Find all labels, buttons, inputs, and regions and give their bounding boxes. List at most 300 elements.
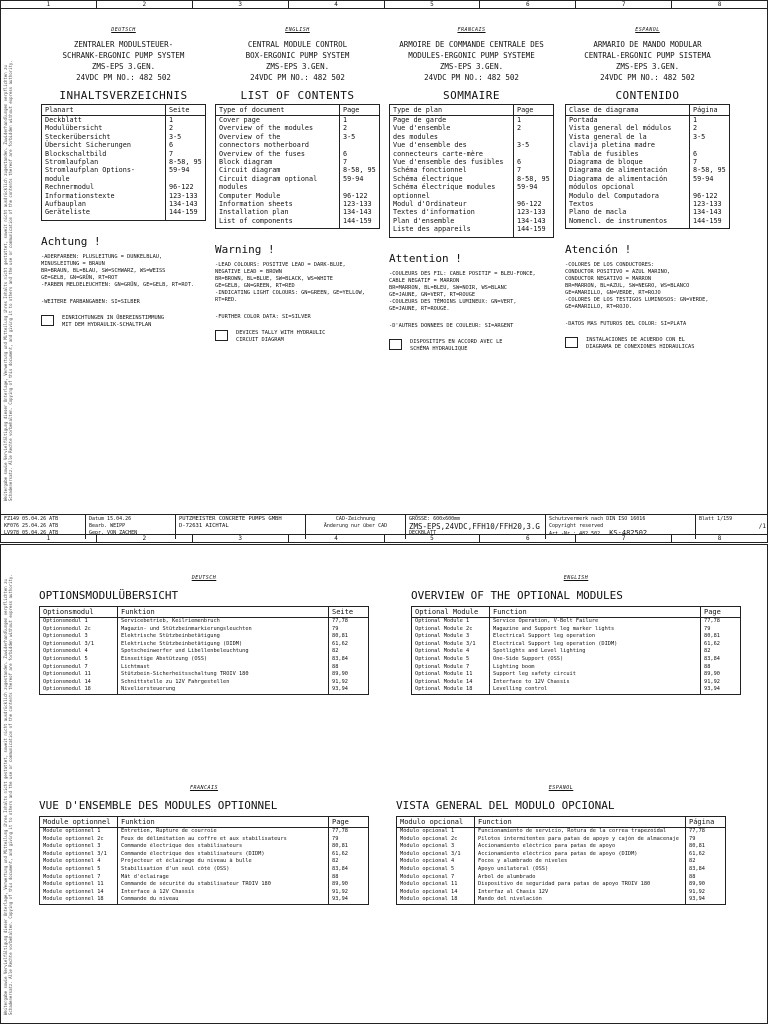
option-module: Módulo opcional 5: [397, 866, 475, 874]
warning-line: -COULEURS DES FIL: CABLE POSITIF = BLEU-FONCE,: [389, 270, 536, 277]
options-title: VISTA GENERAL DEL MODULO OPCIONAL: [396, 799, 615, 812]
toc-doc-type: Geräteliste: [42, 208, 166, 220]
toc-page: [166, 175, 206, 183]
option-module: Optionsmodul 14: [40, 679, 118, 687]
option-function: Lichtmast: [118, 664, 329, 672]
toc-doc-type: Schéma électrique modules: [390, 183, 514, 191]
option-page: 91,92: [701, 679, 741, 687]
option-function: Pilotos intermitentes para patas de apoyo y cajón de almacenaje: [475, 836, 686, 844]
toc-row: [42, 166, 206, 174]
toc-table: [215, 104, 380, 229]
toc-page: 8-58, 95: [340, 166, 380, 174]
option-function: Projecteur et éclairage du niveau à bulle: [118, 858, 329, 866]
option-module: Optional Module 7: [412, 664, 490, 672]
ruler-col-5: 5: [385, 535, 481, 542]
toc-doc-type: Schéma électrique: [390, 175, 514, 183]
document-title: ZMS-EPS,24VDC,FFH10/FFH20,3.G: [409, 522, 540, 531]
warning-title: Warning !: [215, 243, 275, 257]
option-row: [397, 866, 726, 874]
option-module: Optionsmodul 2c: [40, 626, 118, 634]
warning-line: GE=JAUNE, RT=ROUGE.: [389, 305, 450, 312]
sheet-name: DECKBLATT: [409, 530, 437, 536]
toc-page: 1: [340, 116, 380, 125]
options-header-page: Seite: [329, 607, 369, 618]
warning-text: [565, 262, 730, 311]
warning-line: MINUSLEITUNG = BRAUN: [41, 260, 105, 267]
options-title: OVERVIEW OF THE OPTIONAL MODULES: [411, 589, 623, 602]
option-page: 91,92: [329, 889, 369, 897]
warning-line: NEGATIVE LEAD = BROWN: [215, 269, 282, 276]
options-title: VUE D'ENSEMBLE DES MODULES OPTIONNEL: [39, 799, 278, 812]
toc-doc-type: Information sheets: [216, 200, 340, 208]
toc-row: [390, 141, 554, 149]
toc-row: [216, 175, 380, 183]
option-page: 79: [701, 626, 741, 634]
toc-page: 59-94: [690, 175, 730, 183]
toc-title: SOMMAIRE: [443, 89, 500, 102]
agreement-text: DISPOSITIFS EN ACCORD AVEC LE SCHÉMA HYDRAULIQUE: [410, 338, 503, 352]
toc-row: [216, 200, 380, 208]
option-module: Optionsmodul 3: [40, 633, 118, 641]
toc-doc-type: connectors motherboard: [216, 141, 340, 149]
toc-page: 134-143: [514, 217, 554, 225]
toc-page: 59-94: [340, 175, 380, 183]
warning-text: [41, 254, 206, 289]
options-table: [39, 816, 369, 905]
ruler-col-8: 8: [717, 535, 722, 542]
toc-row: [42, 208, 206, 220]
language-label: FRANCAIS: [457, 27, 486, 33]
option-module: Module optionnel 5: [40, 866, 118, 874]
toc-row: [566, 166, 730, 174]
hydraulic-agreement: [215, 330, 380, 344]
option-page: 89,90: [329, 881, 369, 889]
options-table: [39, 606, 369, 695]
toc-row: [566, 150, 730, 158]
option-row: [412, 664, 741, 672]
toc-row: [390, 150, 554, 158]
agreement-box: [389, 339, 402, 350]
option-row: [40, 671, 369, 679]
toc-row: [216, 208, 380, 216]
warning-line: CONDUCTOR NEGATIVO = MARRON: [565, 276, 652, 283]
options-header-module: Modulo opcional: [397, 817, 475, 828]
toc-doc-type: Vue d'ensemble: [390, 124, 514, 132]
option-function: Accionamiento eléctrico para patas de apoyo: [475, 843, 686, 851]
toc-row: [566, 192, 730, 200]
ruler-col-6: 6: [480, 1, 576, 8]
option-page: 83,84: [701, 656, 741, 664]
option-row: [412, 686, 741, 694]
option-function: Commande du niveau: [118, 896, 329, 904]
toc-row: [42, 183, 206, 191]
toc-page: [690, 183, 730, 191]
options-table: [396, 816, 726, 905]
toc-doc-type: Portada: [566, 116, 690, 125]
warning-line: -LEAD COLOURS: POSITIVE LEAD = DARK-BLUE,: [215, 262, 346, 269]
option-row: [40, 889, 369, 897]
toc-page: 144-159: [690, 217, 730, 229]
option-function: One-Side Support (OSS): [490, 656, 701, 664]
toc-row: [390, 124, 554, 132]
toc-doc-type: module: [42, 175, 166, 183]
toc-row: [216, 116, 380, 125]
toc-doc-type: Vista general del módulos: [566, 124, 690, 132]
toc-page: 96-122: [166, 183, 206, 191]
option-row: [412, 671, 741, 679]
option-module: Optional Module 18: [412, 686, 490, 694]
warning-extra: -FURTHER COLOR DATA: SI=SILVER: [215, 314, 311, 321]
option-page: 61,62: [329, 851, 369, 859]
hydraulic-agreement: [389, 339, 554, 353]
product-title: CENTRAL MODULE CONTROL BOX-ERGONIC PUMP SYSTEM ZMS-EPS 3.GEN. 24VDC PM NO.: 482 502: [245, 40, 350, 82]
option-page: 89,90: [701, 671, 741, 679]
ks-number: KS-482502: [609, 529, 648, 537]
option-row: [40, 633, 369, 641]
toc-doc-type: Overview of the: [216, 133, 340, 141]
toc-row: [42, 124, 206, 132]
ruler-col-4: 4: [289, 1, 385, 8]
option-function: Apoyo unilateral (OSS): [475, 866, 686, 874]
toc-row: [566, 158, 730, 166]
toc-doc-type: des modules: [390, 133, 514, 141]
option-page: 91,92: [329, 679, 369, 687]
option-module: Optional Module 3: [412, 633, 490, 641]
toc-row: [216, 141, 380, 149]
warning-line: -COLORES DE LOS TESTIGOS LUMINOSOS: GN=VERDE,: [565, 297, 709, 304]
column-fr: [389, 27, 554, 353]
option-page: 83,84: [329, 866, 369, 874]
option-page: 93,94: [701, 686, 741, 694]
option-page: 61,62: [701, 641, 741, 649]
option-page: 88: [701, 664, 741, 672]
toc-row: [216, 166, 380, 174]
option-page: 88: [329, 874, 369, 882]
warning-line: -INDICATING LIGHT COLOURS: GN=GREEN, GE=YELLOW,: [215, 290, 365, 297]
toc-row: [216, 124, 380, 132]
option-module: Module optionnel 1: [40, 828, 118, 836]
toc-page: 134-143: [340, 208, 380, 216]
toc-page: 96-122: [340, 192, 380, 200]
option-module: Módulo opcional 14: [397, 889, 475, 897]
option-function: Einseitige Abstützung (OSS): [118, 656, 329, 664]
option-module: Optionsmodul 18: [40, 686, 118, 694]
toc-row: [216, 183, 380, 191]
option-row: [40, 843, 369, 851]
warning-line: BR=MARRON, BL=BLEU, SW=NOIR, WS=BLANC: [389, 284, 507, 291]
toc-header-page: Página: [690, 105, 730, 116]
option-row: [412, 656, 741, 664]
toc-doc-type: Stromlaufplan: [42, 158, 166, 166]
option-function: Stützbein-Sicherheitsschaltung TROIV 180: [118, 671, 329, 679]
ruler-col-2: 2: [97, 1, 193, 8]
toc-doc-type: List of components: [216, 217, 340, 229]
option-function: Lighting boom: [490, 664, 701, 672]
agreement-box: [41, 315, 54, 326]
toc-page: 7: [166, 150, 206, 158]
option-page: 83,84: [329, 656, 369, 664]
option-function: Electrical Support leg operation: [490, 633, 701, 641]
toc-doc-type: Informationstexte: [42, 192, 166, 200]
toc-row: [42, 200, 206, 208]
option-row: [412, 633, 741, 641]
column-en: [215, 27, 380, 344]
option-module: Módulo opcional 1: [397, 828, 475, 836]
toc-doc-type: Rechnermodul: [42, 183, 166, 191]
toc-header-type: Clase de diagrama: [566, 105, 690, 116]
toc-doc-type: Overview of the modules: [216, 124, 340, 132]
option-module: Módulo opcional 11: [397, 881, 475, 889]
toc-page: 7: [690, 158, 730, 166]
option-module: Optionsmodul 7: [40, 664, 118, 672]
warning-line: GE=JAUNE, GN=VERT, RT=ROUGE: [389, 291, 476, 298]
company-city: D-72631 AICHTAL: [179, 523, 229, 529]
option-function: Spotscheinwerfer und Libellenbeleuchtung: [118, 648, 329, 656]
option-function: Commande de sécurité du stabilisateur TROIV 180: [118, 881, 329, 889]
toc-doc-type: Computer Module: [216, 192, 340, 200]
option-module: Optional Module 1: [412, 618, 490, 626]
toc-row: [42, 141, 206, 149]
toc-doc-type: Aufbauplan: [42, 200, 166, 208]
toc-row: [216, 150, 380, 158]
option-function: Interface à 12V Chassis: [118, 889, 329, 897]
option-page: 80,81: [329, 633, 369, 641]
toc-header-page: Page: [514, 105, 554, 116]
option-page: 93,94: [329, 686, 369, 694]
toc-doc-type: Schéma fonctionnel: [390, 166, 514, 174]
agreement-text: DEVICES TALLY WITH HYDRAULIC CIRCUIT DIAGRAM: [236, 330, 326, 344]
option-module: Module optionnel 4: [40, 858, 118, 866]
warning-line: RT=RED.: [215, 297, 238, 304]
option-row: [412, 679, 741, 687]
toc-doc-type: Circuit diagram optional: [216, 175, 340, 183]
warning-line: CONDUCTOR POSITIVO = AZUL MARINO,: [565, 269, 671, 276]
toc-doc-type: modules: [216, 183, 340, 191]
warning-line: BR=BROWN, BL=BLUE, SW=BLACK, WS=WHITE: [215, 276, 333, 283]
option-page: 82: [701, 648, 741, 656]
toc-row: [566, 116, 730, 125]
option-row: [40, 828, 369, 836]
option-row: [412, 626, 741, 634]
toc-doc-type: Blockschaltbild: [42, 150, 166, 158]
toc-page: 123-133: [340, 200, 380, 208]
option-row: [40, 858, 369, 866]
toc-row: [566, 175, 730, 183]
toc-page: 3-5: [690, 133, 730, 141]
ruler-col-3: 3: [193, 535, 289, 542]
warning-line: GE=AMARILLO, RT=ROJO.: [565, 304, 632, 311]
option-row: [40, 664, 369, 672]
ruler-col-1: 1: [1, 535, 97, 542]
cad-cell: CAD-Zeichnung Änderung nur über CAD: [306, 515, 406, 539]
option-module: Optional Module 11: [412, 671, 490, 679]
toc-page: 2: [690, 124, 730, 132]
toc-title: INHALTSVERZEICHNIS: [59, 89, 188, 102]
option-module: Optionsmodul 11: [40, 671, 118, 679]
option-page: 89,90: [329, 671, 369, 679]
toc-row: [390, 217, 554, 225]
option-page: 80,81: [329, 843, 369, 851]
module-overview-sheet: [0, 544, 768, 1024]
toc-page: 59-94: [514, 183, 554, 191]
toc-row: [566, 208, 730, 216]
warning-line: GE=GELB, GN=GREEN, RT=RED: [215, 283, 295, 290]
revision-cell: FZ149 05.04.26 ATB KF076 25.04.26 ATB LV978 05.04.26 ATB: [1, 515, 86, 539]
toc-page: 2: [340, 124, 380, 132]
toc-row: [42, 133, 206, 141]
hydraulic-agreement: [565, 337, 730, 351]
toc-doc-type: connecteurs carte-mère: [390, 150, 514, 158]
option-row: [40, 626, 369, 634]
option-module: Optional Module 3/1: [412, 641, 490, 649]
options-en: [411, 575, 741, 695]
option-module: Module optionnel 2c: [40, 836, 118, 844]
toc-page: 144-159: [340, 217, 380, 229]
option-page: 82: [686, 858, 726, 866]
toc-doc-type: Übersicht Sicherungen: [42, 141, 166, 149]
ruler-col-3: 3: [193, 1, 289, 8]
options-title: OPTIONSMODULÜBERSICHT: [39, 589, 179, 602]
product-title: ARMOIRE DE COMMANDE CENTRALE DES MODULES-ERGONIC PUMP SYSTEME ZMS-EPS 3.GEN. 24VDC PM NO.: 482 502: [399, 40, 544, 82]
toc-doc-type: Textos: [566, 200, 690, 208]
warning-line: CABLE NEGATIF = MARRON: [389, 277, 460, 284]
option-function: Elektrische Stützbeinbetätigung (DIDM): [118, 641, 329, 649]
toc-row: [390, 200, 554, 208]
option-function: Electrical Support leg operation (DIDM): [490, 641, 701, 649]
option-row: [40, 881, 369, 889]
column-ruler-bottom: [1, 534, 767, 542]
toc-page: 144-159: [514, 225, 554, 237]
toc-page: 59-94: [166, 166, 206, 174]
toc-row: [42, 116, 206, 125]
option-module: Módulo opcional 3: [397, 843, 475, 851]
option-module: Optionsmodul 3/1: [40, 641, 118, 649]
option-row: [40, 836, 369, 844]
option-module: Módulo opcional 2c: [397, 836, 475, 844]
option-page: 88: [329, 664, 369, 672]
option-row: [412, 641, 741, 649]
toc-row: [42, 150, 206, 158]
option-module: Optional Module 14: [412, 679, 490, 687]
toc-row: [216, 133, 380, 141]
option-row: [40, 686, 369, 694]
toc-page: 8-58, 95: [514, 175, 554, 183]
option-page: 79: [329, 836, 369, 844]
toc-row: [390, 166, 554, 174]
toc-page: [690, 141, 730, 149]
options-table: [411, 606, 741, 695]
toc-doc-type: Page de garde: [390, 116, 514, 125]
options-header-function: Funktion: [118, 607, 329, 618]
toc-page: 6: [690, 150, 730, 158]
option-row: [40, 851, 369, 859]
option-module: Optionsmodul 1: [40, 618, 118, 626]
toc-page: 134-143: [690, 208, 730, 216]
option-function: Elektrische Stützbeinbetätigung: [118, 633, 329, 641]
toc-doc-type: Liste des appareils: [390, 225, 514, 237]
ruler-col-2: 2: [97, 535, 193, 542]
option-module: Optionsmodul 4: [40, 648, 118, 656]
option-module: Módulo opcional 4: [397, 858, 475, 866]
toc-doc-type: Nomencl. de instrumentos: [566, 217, 690, 229]
option-row: [397, 828, 726, 836]
option-row: [40, 641, 369, 649]
option-row: [40, 648, 369, 656]
toc-doc-type: Diagrama de alimentación: [566, 175, 690, 183]
ruler-col-4: 4: [289, 535, 385, 542]
document-cell: GRÖSSE: 600x600mm ZMS-EPS,24VDC,FFH10/FFH20,3.G DECKBLATT: [406, 515, 546, 539]
option-function: Focos y alumbrado de niveles: [475, 858, 686, 866]
language-label: ESPANOL: [548, 785, 574, 791]
option-row: [40, 874, 369, 882]
warning-extra: -WEITERE FARBANGABEN: SI=SILBER: [41, 298, 140, 305]
option-function: Mât d'éclairage: [118, 874, 329, 882]
option-page: 82: [329, 648, 369, 656]
toc-page: [340, 183, 380, 191]
toc-row: [390, 183, 554, 191]
option-module: Optional Module 2c: [412, 626, 490, 634]
toc-row: [42, 158, 206, 166]
option-row: [397, 896, 726, 904]
toc-doc-type: optionnel: [390, 192, 514, 200]
warning-line: BR=MARRON, BL=AZUL, SW=NEGRO, WS=BLANCO: [565, 283, 690, 290]
toc-row: [566, 141, 730, 149]
toc-row: [216, 158, 380, 166]
toc-row: [390, 158, 554, 166]
toc-page: 3-5: [514, 141, 554, 149]
toc-table: [41, 104, 206, 221]
date-cell: Datum 15.04.26 Bearb. WEIPP Gepr. VON ZACHEN: [86, 515, 176, 539]
warning-line: GE=AMARILLO, GN=VERDE, RT=ROJO: [565, 290, 661, 297]
ruler-col-1: 1: [1, 1, 97, 8]
option-module: Módulo opcional 18: [397, 896, 475, 904]
ruler-col-6: 6: [480, 535, 576, 542]
toc-table: [565, 104, 730, 229]
toc-page: 1: [690, 116, 730, 125]
hydraulic-agreement: [41, 315, 206, 329]
toc-doc-type: Plan d'ensemble: [390, 217, 514, 225]
toc-doc-type: Modul d'Ordinateur: [390, 200, 514, 208]
option-function: Interfaz al Chasis 12V: [475, 889, 686, 897]
option-function: Accionamiento eléctrico para patas de apoyo (DIDM): [475, 851, 686, 859]
toc-row: [566, 200, 730, 208]
toc-page: 123-133: [166, 192, 206, 200]
options-fr: [39, 785, 369, 905]
toc-row: [390, 116, 554, 125]
language-label: ESPANOL: [635, 27, 660, 33]
toc-page: [514, 192, 554, 200]
options-header-page: Página: [686, 817, 726, 828]
option-page: 61,62: [686, 851, 726, 859]
toc-header-type: Type de plan: [390, 105, 514, 116]
agreement-box: [565, 337, 578, 348]
options-header-module: Module optionnel: [40, 817, 118, 828]
option-function: Magazine and Support leg marker lights: [490, 626, 701, 634]
toc-doc-type: Vue d'ensemble des: [390, 141, 514, 149]
toc-doc-type: módulos opcional: [566, 183, 690, 191]
options-header-function: Function: [490, 607, 701, 618]
toc-row: [390, 225, 554, 237]
option-function: Commande électrique des stabilisateurs (DIDM): [118, 851, 329, 859]
option-page: 61,62: [329, 641, 369, 649]
toc-doc-type: Modulübersicht: [42, 124, 166, 132]
option-row: [40, 656, 369, 664]
toc-row: [566, 124, 730, 132]
option-function: Funcionamiento de servicio, Rotura de la correa trapezoidal: [475, 828, 686, 836]
option-function: Feux de délimitation au coffre et aux stabilisateurs: [118, 836, 329, 844]
toc-doc-type: Plano de macla: [566, 208, 690, 216]
option-function: Entretien, Rupture de courroie: [118, 828, 329, 836]
